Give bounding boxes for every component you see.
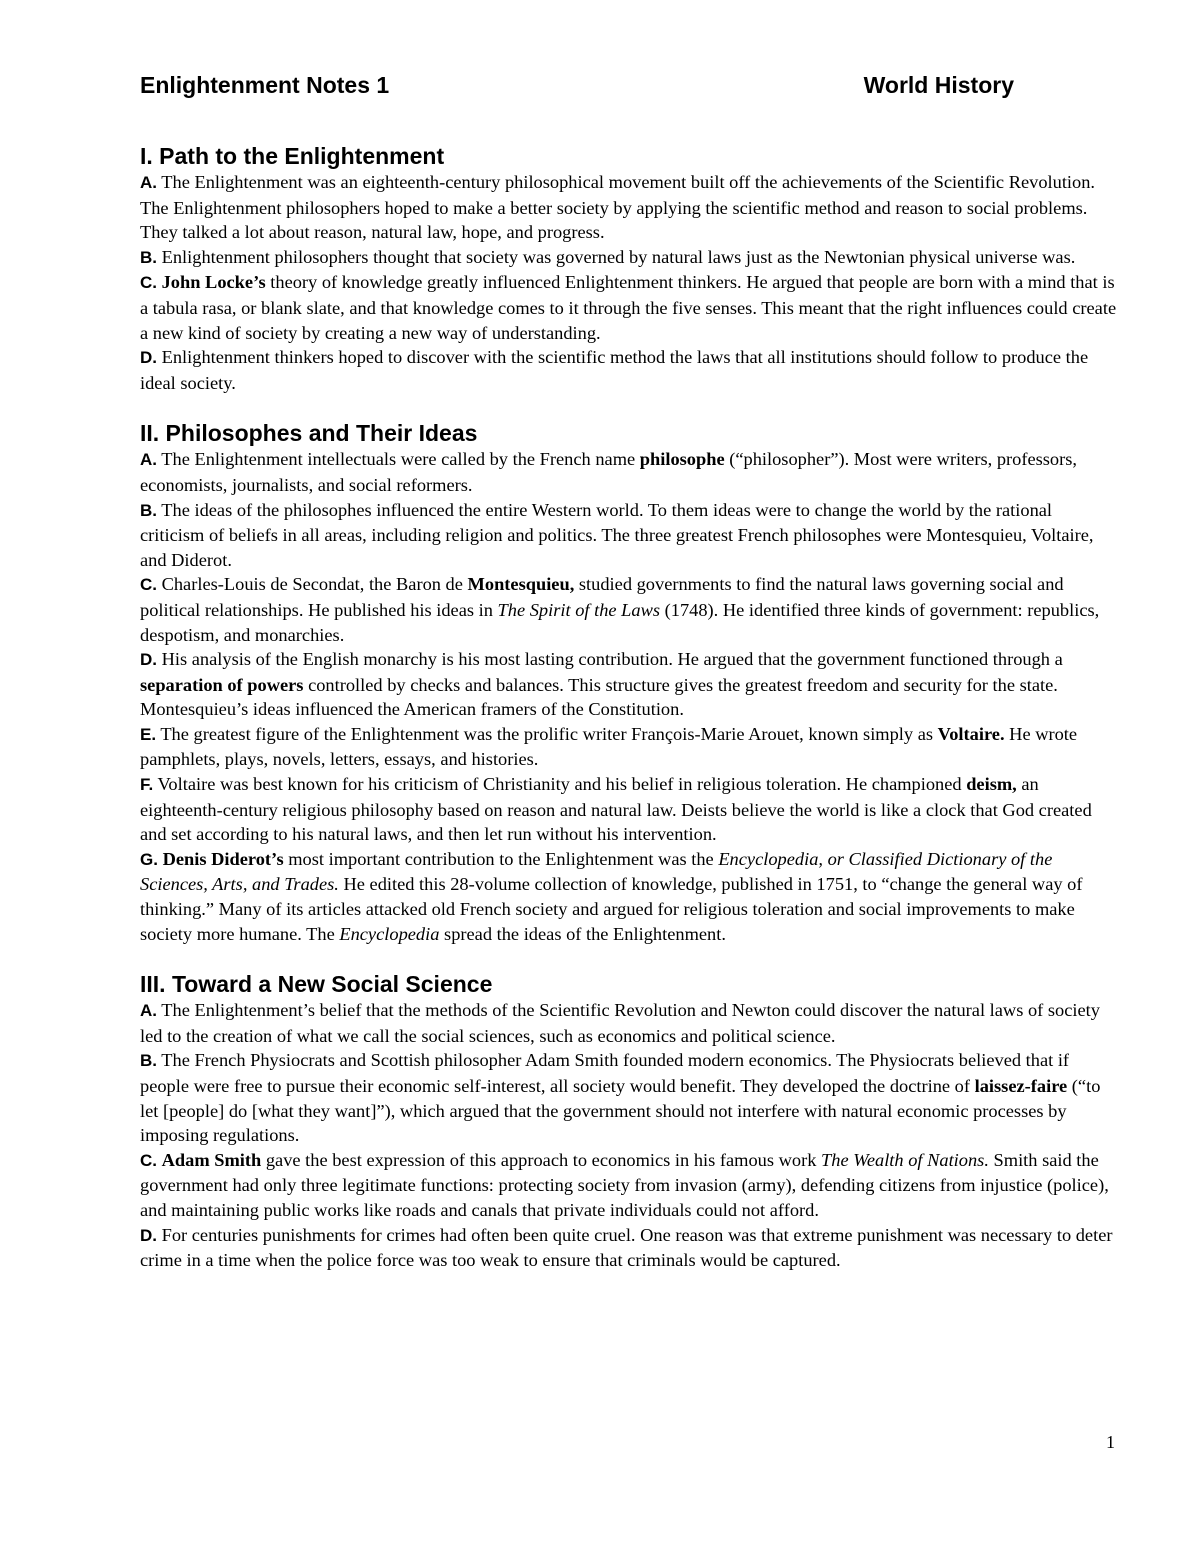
section-body — [140, 170, 1120, 395]
paragraph — [140, 270, 1120, 345]
bold-term: Montesquieu, — [467, 574, 575, 595]
paragraph — [140, 1223, 1120, 1273]
paragraph — [140, 170, 1120, 245]
paragraph — [140, 345, 1120, 395]
paragraph — [140, 498, 1120, 573]
paragraph-text: The ideas of the philosophes influenced the entire Western world. To them ideas were to change the world by the rational criticism of beliefs in all areas, including religion and politics. The three greatest French philosophes were Montesquieu, Voltaire, and Diderot. — [140, 499, 1094, 570]
paragraph-label: A. — [140, 450, 157, 470]
page-number: 1 — [1106, 1432, 1115, 1452]
paragraph — [140, 1148, 1120, 1223]
paragraph-label: B. — [140, 247, 157, 267]
section-heading: II. Philosophes and Their Ideas — [140, 420, 478, 447]
paragraph-text: (“philosopher”). Most were writers, professors, economists, journalists, and social reformers. — [140, 449, 1078, 495]
paragraph-label: C. — [140, 575, 157, 595]
paragraph-label: B. — [140, 1051, 157, 1071]
paragraph-text: He edited this 28-volume collection of knowledge, published in 1751, to “change the general way of thinking.” Many of its articles attacked old French society and argued for religious toleration and social improvements to make society more humane. The — [140, 874, 1083, 944]
section-body — [140, 447, 1120, 946]
paragraph-text: Voltaire was best known for his criticism of Christianity and his belief in religious toleration. He championed — [153, 774, 967, 795]
paragraph-text: (“to let [people] do [what they want]”), which argued that the government should not interfere with natural economic processes by imposing regulations. — [140, 1076, 1101, 1146]
course-name: World History — [863, 72, 1014, 98]
section-philosophes — [140, 419, 1120, 946]
italic-title: Encyclopedia, or Classified Dictionary of the Sciences, Arts, and Trades. — [140, 848, 1053, 895]
document-title: Enlightenment Notes 1 — [140, 72, 390, 98]
paragraph-text: controlled by checks and balances. This structure gives the greatest freedom and security for the state. Montesquieu’s ideas influenced the American framers of the Constitution. — [140, 674, 1058, 720]
paragraph-text: The Enlightenment intellectuals were called by the French name — [157, 449, 640, 470]
italic-title: The Wealth of Nations. — [821, 1149, 989, 1170]
paragraph-text: Charles-Louis de Secondat, the Baron de — [157, 574, 468, 595]
paragraph-text: His analysis of the English monarchy is his most lasting contribution. He argued that the government functioned through a — [157, 649, 1063, 670]
document-page — [140, 70, 1120, 1273]
paragraph-text: an eighteenth-century religious philosophy based on reason and natural law. Deists believe the world is like a clock that God created and set according to his natural laws, and then let run without his intervention. — [140, 774, 1092, 845]
paragraph-text: Enlightenment thinkers hoped to discover with the scientific method the laws that all institutions should follow to produce the ideal society. — [140, 347, 1089, 393]
paragraph-text: For centuries punishments for crimes had often been quite cruel. One reason was that extreme punishment was necessary to deter crime in a time when the police force was too weak to ensure that criminals would be captured. — [140, 1224, 1113, 1271]
paragraph — [140, 572, 1120, 647]
italic-title: The Spirit of the Laws — [497, 599, 661, 620]
paragraph-label: A. — [140, 1001, 157, 1021]
paragraph-text: He wrote pamphlets, plays, novels, letters, essays, and histories. — [140, 723, 1078, 770]
section-heading: I. Path to the Enlightenment — [140, 143, 445, 169]
paragraph — [140, 847, 1120, 946]
bold-term: separation of powers — [140, 674, 304, 695]
paragraph-text: most important contribution to the Enlightenment was the — [283, 848, 719, 869]
paragraph-text: theory of knowledge greatly influenced Enlightenment thinkers. He argued that people are born with a mind that is a tabula rasa, or blank slate, and that knowledge comes to it through the five senses. This meant that the right influences could create a new kind of society by creating a new way of understanding. — [140, 272, 1117, 343]
bold-term: Adam Smith — [161, 1149, 262, 1170]
paragraph-label: E. — [140, 724, 157, 744]
paragraph-text: studied governments to find the natural laws governing social and political relationships. He published his ideas in — [140, 574, 1064, 620]
paragraph-text: The greatest figure of the Enlightenment was the prolific writer François-Marie Arouet, known simply as — [156, 723, 938, 744]
paragraph-text: The Enlightenment’s belief that the methods of the Scientific Revolution and Newton could discover the natural laws of society led to the creation of what we call the social sciences, such as economics and political science. — [140, 1000, 1100, 1046]
paragraph-text: spread the ideas of the Enlightenment. — [439, 923, 726, 944]
paragraph — [140, 245, 1120, 271]
bold-term: John Locke’s — [161, 272, 266, 293]
paragraph-text: The French Physiocrats and Scottish philosopher Adam Smith founded modern economics. The Physiocrats believed that if people were free to pursue their economic self-interest, all society would benefit. They developed the doctrine of — [140, 1050, 1070, 1096]
italic-title: Encyclopedia — [339, 923, 440, 944]
document-header — [140, 70, 1120, 100]
section-body — [140, 998, 1120, 1273]
paragraph-text: The Enlightenment was an eighteenth-century philosophical movement built off the achievements of the Scientific Revolution. The Enlightenment philosophers hoped to make a better society by applying the scientific method and reason to social problems. They talked a lot about reason, natural law, hope, and progress. — [140, 172, 1096, 243]
bold-term: Denis Diderot’s — [162, 848, 284, 869]
paragraph-label: A. — [140, 173, 157, 192]
paragraph-label: D. — [140, 348, 157, 368]
paragraph-text: (1748). He identified three kinds of government: republics, despotism, and monarchies. — [140, 599, 1100, 645]
paragraph — [140, 1048, 1120, 1147]
paragraph-text: Smith said the government had only three legitimate functions: protecting society from invasion (army), defending citizens from injustice (police), and maintaining public works like roads and canals that private individuals could not afford. — [140, 1149, 1109, 1220]
bold-term: deism, — [966, 774, 1017, 795]
paragraph-text: Enlightenment philosophers thought that society was governed by natural laws just as the Newtonian physical universe was. — [157, 246, 1076, 267]
paragraph-label: D. — [140, 650, 157, 670]
paragraph-label: C. — [140, 273, 157, 293]
paragraph — [140, 772, 1120, 847]
paragraph — [140, 447, 1120, 497]
section-path-to-enlightenment — [140, 142, 1120, 395]
paragraph-label: G. — [140, 849, 158, 869]
paragraph-label: B. — [140, 500, 157, 520]
bold-term: philosophe — [639, 449, 725, 470]
section-social-science — [140, 970, 1120, 1273]
paragraph-label: D. — [140, 1225, 157, 1245]
bold-term: Voltaire. — [937, 723, 1005, 744]
paragraph-label: F. — [140, 775, 154, 795]
paragraph — [140, 722, 1120, 772]
paragraph — [140, 998, 1120, 1048]
paragraph-text: gave the best expression of this approach to economics in his famous work — [261, 1149, 822, 1170]
bold-term: laissez-faire — [974, 1076, 1068, 1096]
section-heading: III. Toward a New Social Science — [140, 971, 493, 998]
paragraph-label: C. — [140, 1150, 157, 1170]
paragraph — [140, 647, 1120, 722]
